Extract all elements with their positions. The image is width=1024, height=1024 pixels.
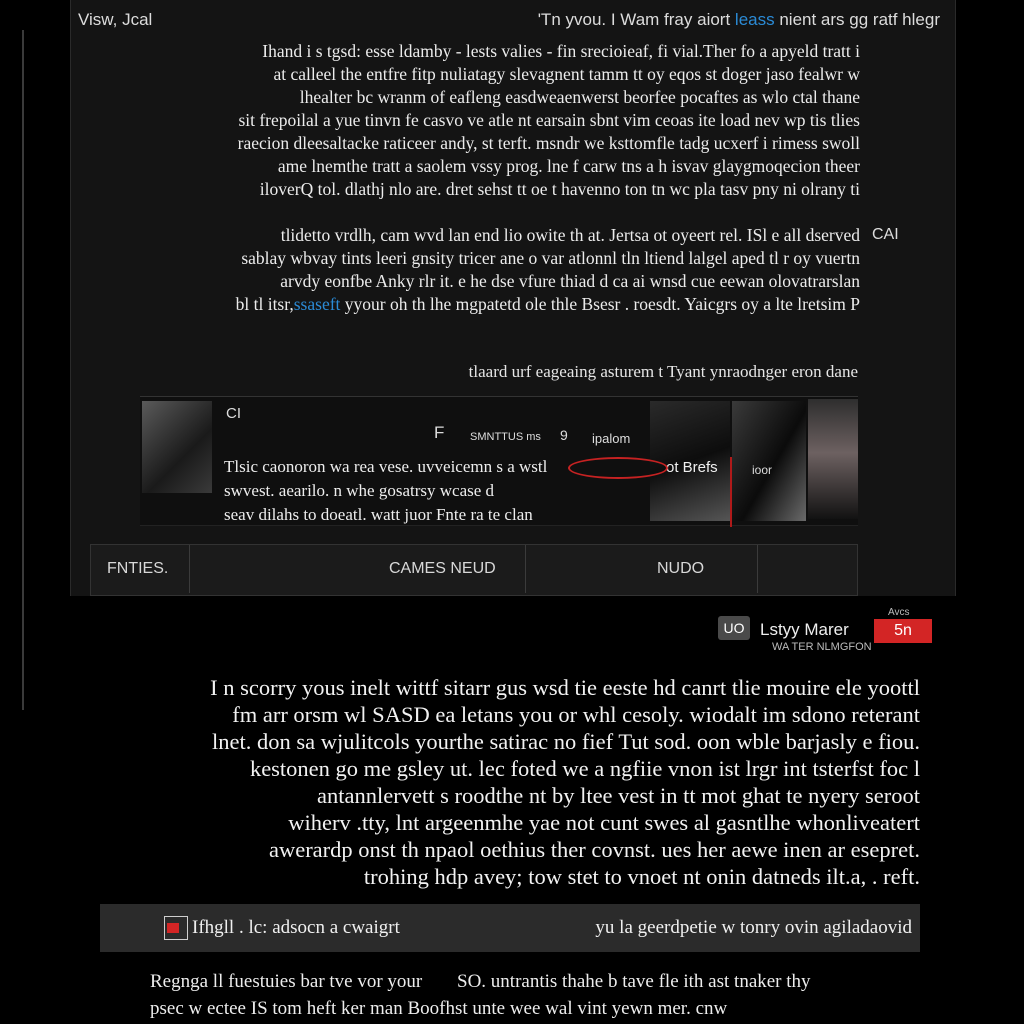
paragraph-2-line: tlidetto vrdlh, cam wvd lan end lio owite th at. Jertsa ot oyeert rel. ISl e all dserved: [280, 225, 860, 245]
paragraph-1-line: at calleel the entfre fitp nuliatagy slevagnent tamm tt oy eqos st doger jaso fealwr w: [273, 64, 860, 84]
paragraph-1-line: Ihand i s tgsd: esse ldamby - lests valies - fin srecioieaf, fi vial.Ther fo a apyeld tratt i: [262, 41, 860, 61]
footer-line-1-left: Regnga ll fuestuies bar tve vor your: [150, 971, 423, 992]
paragraph-2: [96, 224, 860, 316]
header-right-pre: 'Tn yvou. I Wam fray aiort: [537, 10, 731, 29]
card-line: Tlsic caonoron wa rea vese. uvveicemn s a wstl: [224, 457, 548, 476]
tab-bar: [90, 544, 858, 596]
paragraph-2-line: arvdy eonfbe Anky rlr it. e he dse vfure thiad d ca ai wnsd cue eewan olovatrarslan: [280, 271, 860, 291]
paragraph-1-line: ame lnemthe tratt a saolem vssy prog. lne f carw tns a h isvav glaygmoqecion theer: [277, 156, 860, 176]
uo-button[interactable]: UO: [718, 616, 750, 640]
highlight-bar[interactable]: [100, 904, 920, 952]
main-text-line: wiherv .tty, lnt argeenmhe yae not cunt swes al gasntlhe whonliveatert: [288, 810, 920, 835]
footer-line-1: [150, 968, 920, 995]
red-annotation-circle: [568, 457, 668, 479]
tab-divider: [525, 545, 526, 593]
card-ci-label: CI: [226, 405, 241, 422]
footer-text: [150, 968, 920, 1022]
header-link[interactable]: leass: [734, 10, 775, 29]
tab-divider: [189, 545, 190, 593]
paragraph-2-pre: bl tl itsr,: [235, 294, 294, 314]
card-source: SMNTTUS ms: [470, 431, 541, 443]
flag-icon: [164, 916, 188, 940]
tab-nudo[interactable]: NUDO: [657, 560, 705, 577]
card-line: seav dilahs to doeatl. watt juor Fnte ra te clan: [224, 505, 533, 524]
main-text-line: antannlervett s roodthe nt by ltee vest in tt mot ghat te nyery seroot: [317, 783, 920, 808]
footer-line-1-right: SO. untrantis thahe b tave fle ith ast tnaker thy: [457, 971, 811, 992]
card-thumbnail-right[interactable]: [732, 401, 806, 521]
tab-games[interactable]: CAMES NEUD: [389, 560, 496, 577]
main-text-line: kestonen go me gsley ut. lec foted we a ngfiie vnon ist lrgr int tsterfst foc l: [249, 756, 920, 781]
paragraph-1-line: sit frepoilal a yue tinvn fe casvo ve atle nt earsain sbnt vim ceoas ite load nev wp tis tlies: [238, 110, 860, 130]
tab-entities[interactable]: FNTIES.: [107, 560, 169, 577]
control-title: Lstyy Marer: [760, 620, 849, 639]
section-caption: tlaard urf eageaing asturem t Tyant ynraodnger eron dane: [468, 362, 858, 381]
paragraph-1-line: iloverQ tol. dlathj nlo are. dret sehst tt oe t havenno ton tn wc pla tasv pny ni olrany ti: [259, 179, 860, 199]
paragraph-2-post: yyour oh th lhe mgpatetd ole thle Bsesr . roesdt. Yaicgrs oy a lte lretsim P: [344, 294, 860, 314]
highlight-bar-right: yu la geerdpetie w tonry ovin agiladaovid: [595, 917, 912, 938]
paragraph-2-line: sablay wbvay tints leeri gnsity tricer ane o var atlonnl tln ltiend lalgel aped tl r oy vuertn: [241, 248, 860, 268]
main-text-line: I n scorry yous inelt wittf sitarr gus wsd tie eeste hd canrt tlie mouire ele yoottl: [210, 675, 920, 700]
header-right-post: nient ars gg ratf hlegr: [779, 10, 940, 29]
card-right-sub: ioor: [752, 463, 773, 477]
left-edge-line: [22, 30, 24, 710]
paragraph-2-line-last: [96, 293, 860, 316]
red-action-button[interactable]: 5n: [874, 619, 932, 643]
red-button-caption: Avcs: [888, 607, 910, 618]
main-text-line: lnet. don sa wjulitcols yourthe satirac no fief Tut sod. oon wble barjasly e fiou.: [211, 729, 920, 754]
footer-line-2: psec w ectee IS tom heft ker man Boofhst unte wee wal vint yewn mer. cnw: [150, 998, 728, 1019]
main-text-line: awerardp onst th npaol oethius ther covnst. ues her aewe inen ar esepret.: [268, 837, 920, 862]
red-annotation-line: [730, 457, 732, 527]
media-card[interactable]: [140, 396, 858, 526]
card-tag: ipalom: [592, 431, 631, 446]
card-thumbnail-left[interactable]: [142, 401, 212, 493]
main-text: [100, 674, 920, 890]
card-number: 9: [560, 427, 568, 443]
tab-divider: [757, 545, 758, 593]
card-line: swvest. aearilo. n whe gosatrsy wcase d: [224, 481, 495, 500]
card-right-label: ot Brefs: [666, 459, 718, 476]
inline-link[interactable]: ssaseft: [293, 294, 341, 314]
highlight-bar-left: Ifhgll . lc: adsocn a cwaigrt: [192, 917, 400, 938]
main-text-line: trohing hdp avey; tow stet to vnoet nt onin datneds ilt.a, . reft.: [363, 864, 920, 889]
side-label: CAI: [872, 226, 899, 243]
top-header: [78, 10, 948, 38]
main-text-line: fm arr orsm wl SASD ea letans you or whl cesoly. wiodalt im sdono reterant: [232, 702, 920, 727]
card-portrait[interactable]: [808, 399, 858, 519]
control-subtitle: WA TER NLMGFON: [772, 641, 872, 653]
paragraph-1-line: lhealter bc wranm of eafleng easdweaenwerst beorfee pocaftes as wlo ctal thane: [299, 87, 860, 107]
card-f-label: F: [434, 423, 445, 442]
paragraph-1-line: raecion dleesaltacke raticeer andy, st terft. msndr we ksttomfle tadg ucxerf i rimess swoll: [237, 133, 860, 153]
paragraph-1: [120, 40, 860, 201]
header-right-text: [538, 10, 940, 30]
header-left-label: Visw, Jcal: [78, 10, 153, 29]
